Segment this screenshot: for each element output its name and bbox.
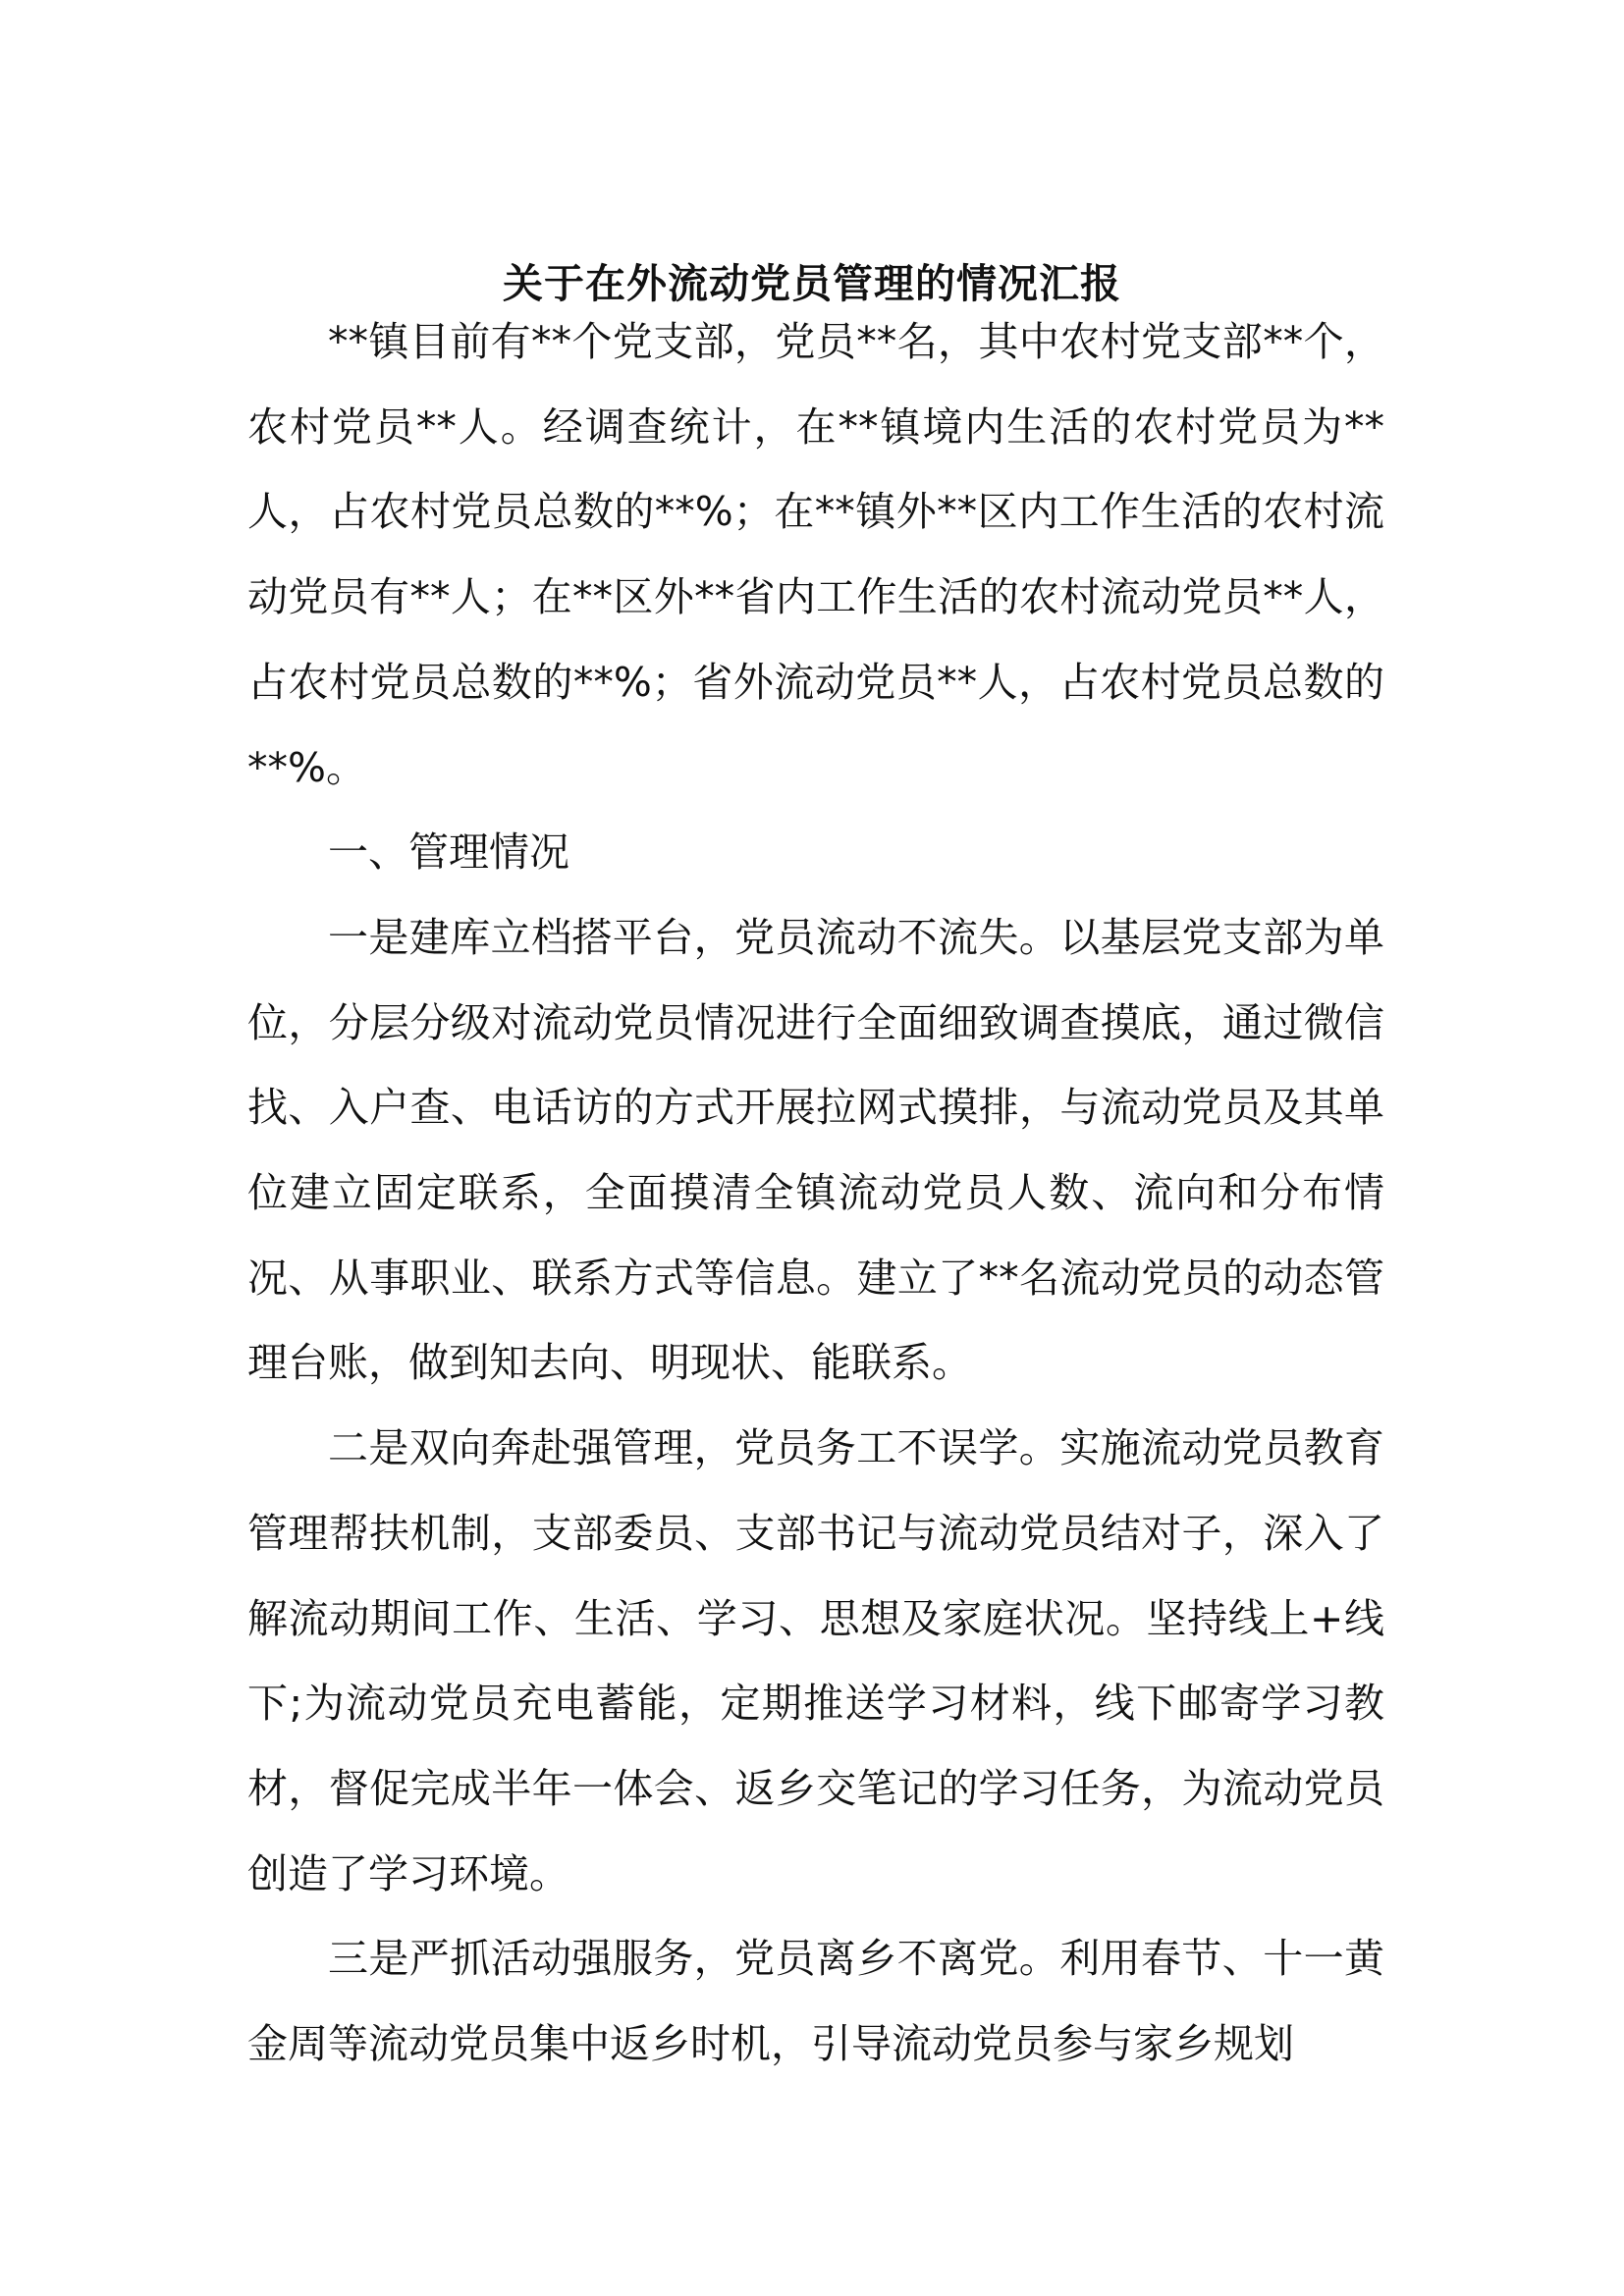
intro-paragraph: **镇目前有**个党支部，党员**名，其中农村党支部**个，农村党员**人。经调查统计，在**镇境内生活的农村党员为**人，占农村党员总数的**%；在**镇外**区内工作生活的农村流动党员有**人；在**区外**省内工作生活的农村流动党员**人，占农村党员总数的**%；省外流动党员**人，占农村党员总数的**%。 bbox=[247, 318, 1384, 791]
section-heading-management: 一、管理情况 bbox=[328, 828, 569, 877]
paragraph-point-three: 三是严抓活动强服务，党员离乡不离党。利用春节、十一黄金周等流动党员集中返乡时机，引导流动党员参与家乡规划 bbox=[247, 1935, 1384, 2068]
document-body bbox=[247, 299, 1384, 2087]
paragraph-point-one: 一是建库立档搭平台，党员流动不流失。以基层党支部为单位，分层分级对流动党员情况进行全面细致调查摸底，通过微信找、入户查、电话访的方式开展拉网式摸排，与流动党员及其单位建立固定联系，全面摸清全镇流动党员人数、流向和分布情况、从事职业、联系方式等信息。建立了**名流动党员的动态管理台账，做到知去向、明现状、能联系。 bbox=[247, 913, 1384, 1387]
paragraph-point-two: 二是双向奔赴强管理，党员务工不误学。实施流动党员教育管理帮扶机制，支部委员、支部书记与流动党员结对子，深入了解流动期间工作、生活、学习、思想及家庭状况。坚持线上+线下;为流动党员充电蓄能，定期推送学习材料，线下邮寄学习教材，督促完成半年一体会、返乡交笔记的学习任务，为流动党员创造了学习环境。 bbox=[247, 1424, 1384, 1897]
document-title: 关于在外流动党员管理的情况汇报 bbox=[503, 260, 1121, 308]
